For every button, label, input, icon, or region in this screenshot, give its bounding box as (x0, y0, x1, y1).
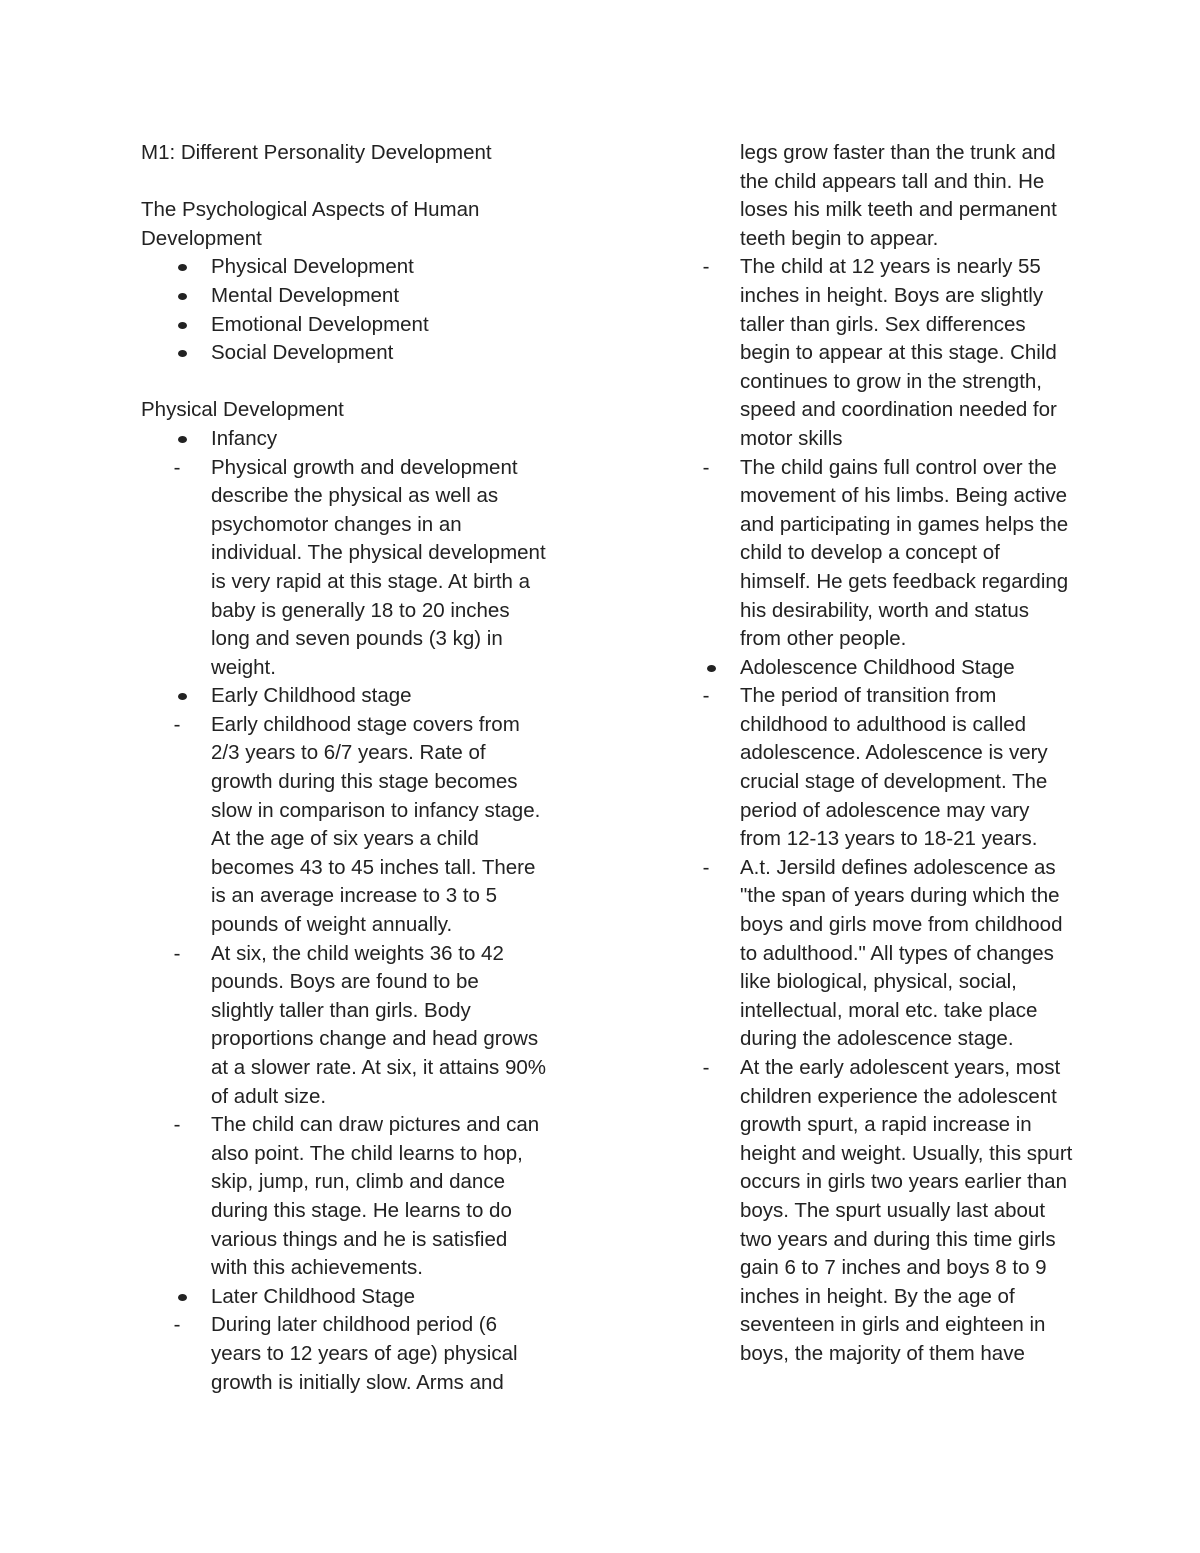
line-text: years to 12 years of age) physical (211, 1341, 518, 1365)
line-text: 2/3 years to 6/7 years. Rate of (211, 741, 486, 765)
dash-item (670, 1054, 1065, 1083)
line-text: also point. The child learns to hop, (211, 1141, 523, 1165)
continuation-line (670, 1111, 1065, 1140)
continuation-line (141, 1140, 581, 1169)
continuation-line (670, 768, 1065, 797)
continuation-line (141, 654, 581, 683)
continuation-line (670, 1140, 1073, 1169)
continuation-line (670, 425, 1065, 454)
line-text: Adolescence Childhood Stage (740, 655, 1015, 679)
continuation-line (670, 196, 1065, 225)
line-text: boys, the majority of them have (740, 1341, 1025, 1365)
line-text: his desirability, worth and status (740, 598, 1030, 622)
line-text: Development (141, 226, 262, 250)
continuation-line (141, 997, 581, 1026)
continuation-line (141, 482, 581, 511)
dash-item (141, 1111, 581, 1140)
continuation-line (141, 1340, 581, 1369)
bullet-dot-icon (707, 665, 716, 672)
line-text: to adulthood." All types of changes (740, 941, 1054, 965)
line-text: teeth begin to appear. (740, 226, 939, 250)
line-text: The child at 12 years is nearly 55 (740, 255, 1041, 279)
line-text: growth is initially slow. Arms and (211, 1370, 504, 1394)
dash-item (141, 454, 581, 483)
blank-line (141, 368, 581, 397)
continuation-line (141, 768, 581, 797)
dash-marker: - (702, 684, 710, 708)
bullet-item (141, 253, 581, 282)
continuation-line (141, 625, 581, 654)
continuation-line (670, 1226, 1065, 1255)
line-text: The period of transition from (740, 684, 997, 708)
line-text: during the adolescence stage. (740, 1027, 1014, 1051)
line-text: A.t. Jersild defines adolescence as (740, 855, 1056, 879)
dash-item (141, 940, 581, 969)
line-text: pounds of weight annually. (211, 913, 453, 937)
continuation-line (670, 482, 1065, 511)
line-text: growth during this stage becomes (211, 770, 518, 794)
dash-marker: - (702, 455, 710, 479)
bullet-dot-icon (178, 264, 187, 271)
dash-marker: - (173, 1313, 181, 1337)
dash-item (141, 1311, 581, 1340)
left-column (141, 139, 581, 1397)
continuation-line (670, 739, 1065, 768)
continuation-line (141, 1254, 581, 1283)
continuation-line (670, 882, 1065, 911)
line-text: speed and coordination needed for (740, 398, 1057, 422)
dash-marker: - (702, 1056, 710, 1079)
line-text: various things and he is satisfied (211, 1227, 508, 1251)
bullet-dot-icon (178, 436, 187, 443)
blank-line (141, 168, 581, 197)
continuation-line (141, 1168, 581, 1197)
line-text: Infancy (211, 426, 278, 450)
line-text: Early childhood stage covers from (211, 712, 520, 736)
continuation-line (670, 940, 1065, 969)
line-text: pounds. Boys are found to be (211, 970, 479, 994)
line-text: During later childhood period (6 (211, 1313, 498, 1337)
continuation-line (670, 396, 1065, 425)
line-text: "the span of years during which the (740, 884, 1060, 908)
line-text: crucial stage of development. The (740, 770, 1048, 794)
line-text: slow in comparison to infancy stage. (211, 798, 541, 822)
bullet-item (141, 682, 581, 711)
dash-marker: - (173, 455, 181, 479)
continuation-line (670, 282, 1065, 311)
line-text: skip, jump, run, climb and dance (211, 1170, 505, 1194)
line-text: loses his milk teeth and permanent (740, 198, 1057, 222)
line-text: is an average increase to 3 to 5 (211, 884, 498, 908)
continuation-line (670, 1025, 1065, 1054)
line-text: Early Childhood stage (211, 684, 412, 708)
continuation-line (670, 539, 1065, 568)
continuation-line (670, 1168, 1065, 1197)
line-text: child to develop a concept of (740, 541, 1000, 565)
line-text: describe the physical as well as (211, 484, 499, 508)
continuation-line (670, 139, 1065, 168)
line-text: At the early adolescent years, most (740, 1056, 1061, 1079)
line-text: individual. The physical development (211, 541, 546, 565)
line-text: from other people. (740, 627, 907, 651)
line-text: Later Childhood Stage (211, 1284, 416, 1308)
continuation-line (670, 711, 1065, 740)
continuation-line (670, 368, 1065, 397)
continuation-line (141, 825, 581, 854)
line-text: occurs in girls two years earlier than (740, 1170, 1067, 1194)
continuation-line (141, 968, 581, 997)
line-text: growth spurt, a rapid increase in (740, 1113, 1032, 1137)
continuation-line (141, 597, 581, 626)
line-text: legs grow faster than the trunk and (740, 141, 1056, 164)
continuation-line (141, 1369, 581, 1398)
continuation-line (670, 225, 1065, 254)
line-text: the child appears tall and thin. He (740, 169, 1045, 193)
bullet-item (141, 282, 581, 311)
continuation-line (141, 1025, 581, 1054)
continuation-line (670, 968, 1065, 997)
dash-marker: - (173, 941, 181, 965)
line-text: like biological, physical, social, (740, 970, 1017, 994)
continuation-line (141, 539, 581, 568)
line-text: baby is generally 18 to 20 inches (211, 598, 510, 622)
line-text: motor skills (740, 426, 843, 450)
continuation-line (670, 339, 1065, 368)
line-text: inches in height. Boys are slightly (740, 283, 1044, 307)
line-text: Physical Development (141, 398, 344, 422)
dash-marker: - (702, 255, 710, 279)
continuation-line (141, 568, 581, 597)
continuation-line (670, 511, 1069, 540)
line-text: slightly taller than girls. Body (211, 998, 471, 1022)
line-text: period of adolescence may vary (740, 798, 1030, 822)
continuation-line (141, 911, 581, 940)
bullet-item (141, 339, 581, 368)
line-text: The Psychological Aspects of Human (141, 198, 480, 222)
continuation-line (141, 854, 581, 883)
continuation-line (670, 568, 1069, 597)
bullet-item (141, 311, 581, 340)
line-text: The child can draw pictures and can (211, 1113, 540, 1137)
line-text: psychomotor changes in an (211, 512, 462, 536)
continuation-line (141, 882, 581, 911)
line-text: At the age of six years a child (211, 827, 479, 851)
heading-line (141, 396, 581, 425)
dash-item (141, 711, 581, 740)
bullet-item (141, 425, 581, 454)
line-text: Emotional Development (211, 312, 429, 336)
dash-item (670, 682, 1065, 711)
continuation-line (670, 797, 1065, 826)
bullet-dot-icon (178, 693, 187, 700)
bullet-dot-icon (178, 1294, 187, 1301)
continuation-line (670, 825, 1065, 854)
line-text: adolescence. Adolescence is very (740, 741, 1048, 765)
line-text: Physical Development (211, 255, 414, 279)
line-text: boys. The spurt usually last about (740, 1198, 1046, 1222)
line-text: At six, the child weights 36 to 42 (211, 941, 504, 965)
line-text: begin to appear at this stage. Child (740, 341, 1057, 365)
line-text: The child gains full control over the (740, 455, 1057, 479)
line-text: two years and during this time girls (740, 1227, 1056, 1251)
line-text: is very rapid at this stage. At birth a (211, 569, 531, 593)
right-column (670, 139, 1073, 1369)
dash-item (670, 854, 1065, 883)
dash-item (670, 454, 1065, 483)
continuation-line (670, 168, 1065, 197)
line-text: gain 6 to 7 inches and boys 8 to 9 (740, 1256, 1047, 1280)
continuation-line (670, 1340, 1065, 1369)
line-text: and participating in games helps the (740, 512, 1069, 536)
bullet-item (141, 1283, 581, 1312)
line-text: children experience the adolescent (740, 1084, 1057, 1108)
dash-marker: - (702, 855, 710, 879)
continuation-line (141, 1054, 581, 1083)
line-text: movement of his limbs. Being active (740, 484, 1067, 508)
bullet-item (670, 654, 1065, 683)
line-text: from 12-13 years to 18-21 years. (740, 827, 1038, 851)
continuation-line (670, 311, 1065, 340)
continuation-line (670, 1311, 1065, 1340)
heading-line (141, 225, 581, 254)
line-text: with this achievements. (211, 1256, 423, 1280)
line-text: M1: Different Personality Development (141, 141, 492, 164)
heading-line (141, 196, 581, 225)
continuation-line (670, 1197, 1065, 1226)
continuation-line (670, 997, 1065, 1026)
continuation-line (141, 797, 581, 826)
line-text: Social Development (211, 341, 394, 365)
dash-marker: - (173, 1113, 181, 1137)
line-text: himself. He gets feedback regarding (740, 569, 1069, 593)
line-text: weight. (211, 655, 276, 679)
line-text: becomes 43 to 45 inches tall. There (211, 855, 536, 879)
continuation-line (141, 739, 581, 768)
line-text: proportions change and head grows (211, 1027, 539, 1051)
line-text: childhood to adulthood is called (740, 712, 1027, 736)
line-text: at a slower rate. At six, it attains 90% (211, 1056, 546, 1079)
line-text: height and weight. Usually, this spurt (740, 1141, 1073, 1165)
continuation-line (670, 911, 1065, 940)
continuation-line (670, 1283, 1065, 1312)
line-text: long and seven pounds (3 kg) in (211, 627, 503, 651)
line-text: taller than girls. Sex differences (740, 312, 1026, 336)
bullet-dot-icon (178, 293, 187, 300)
line-text: continues to grow in the strength, (740, 369, 1042, 393)
dash-item (670, 253, 1065, 282)
line-text: intellectual, moral etc. take place (740, 998, 1038, 1022)
line-text: boys and girls move from childhood (740, 913, 1063, 937)
continuation-line (670, 625, 1065, 654)
continuation-line (670, 1254, 1065, 1283)
continuation-line (670, 597, 1065, 626)
dash-marker: - (173, 712, 181, 736)
line-text: of adult size. (211, 1084, 327, 1108)
line-text: seventeen in girls and eighteen in (740, 1313, 1046, 1337)
bullet-dot-icon (178, 322, 187, 329)
heading-line (141, 139, 581, 168)
line-text: Physical growth and development (211, 455, 518, 479)
line-text: Mental Development (211, 283, 400, 307)
continuation-line (141, 1226, 581, 1255)
continuation-line (141, 1197, 581, 1226)
continuation-line (141, 1083, 581, 1112)
continuation-line (141, 511, 581, 540)
continuation-line (670, 1083, 1065, 1112)
bullet-dot-icon (178, 350, 187, 357)
line-text: during this stage. He learns to do (211, 1198, 512, 1222)
line-text: inches in height. By the age of (740, 1284, 1015, 1308)
